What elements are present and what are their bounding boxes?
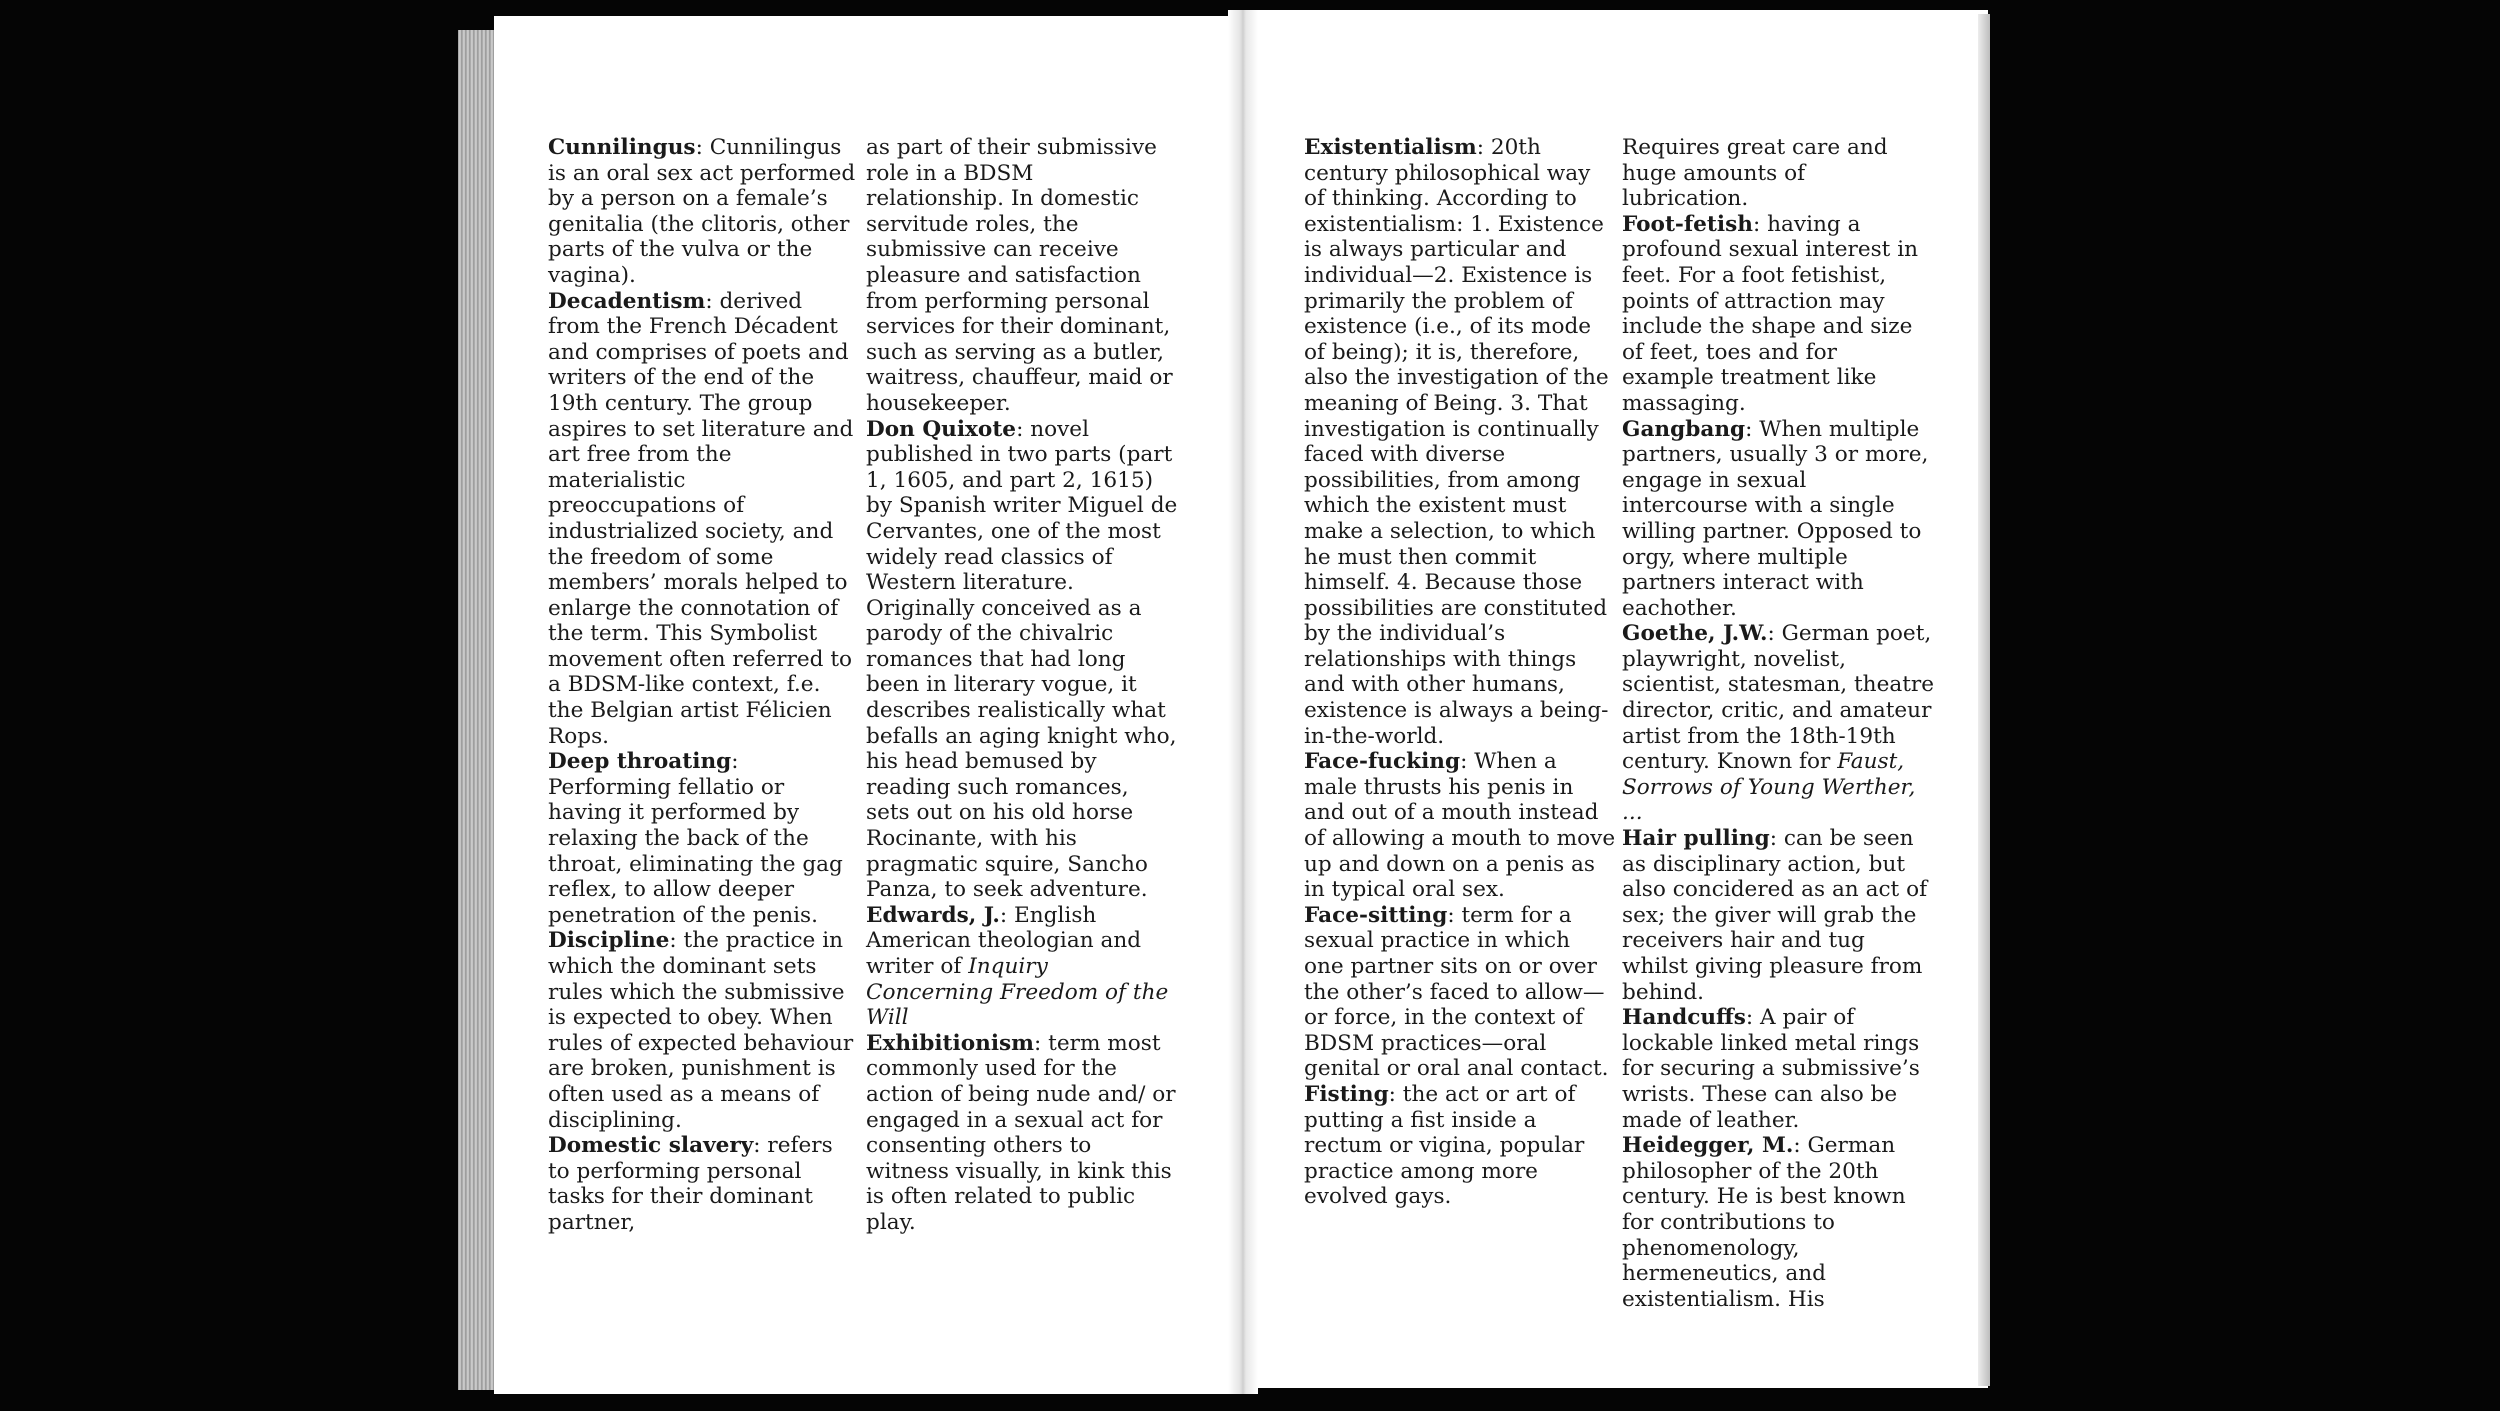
glossary-term: Heidegger, M.	[1622, 1133, 1794, 1159]
glossary-entry	[1304, 903, 1616, 1082]
glossary-definition: : can be seen as disciplinary action, but also concidered as an act of sex; the giver will grab the receivers hair and tug whilst giving pleasure from behind.	[1622, 826, 1928, 1005]
glossary-term: Gangbang	[1622, 416, 1746, 442]
glossary-entry	[1304, 135, 1616, 749]
glossary-term: Cunnilingus	[548, 135, 696, 160]
glossary-entry	[866, 417, 1178, 903]
glossary-entry	[548, 1133, 860, 1235]
glossary-entry	[1622, 621, 1934, 826]
glossary-definition: : the practice in which the dominant sets rules which the submissive is expected to obey. When rules of expected behaviour are broken, punishment is often used as a means of disciplining.	[548, 928, 854, 1133]
glossary-entry	[1304, 1082, 1616, 1210]
glossary-title-italic: Inquiry Concerning Freedom of the Will	[866, 954, 1169, 1031]
book-gutter	[1228, 10, 1258, 1394]
glossary-entry	[866, 903, 1178, 1031]
glossary-term: Discipline	[548, 928, 670, 954]
glossary-definition: : English American theologian and writer of	[866, 902, 1142, 979]
glossary-term: Decadentism	[548, 288, 706, 314]
right-page-edge	[1978, 14, 1990, 1386]
glossary-definition: : derived from the French Décadent and comprises of poets and writers of the end of the 19th century. The group aspires to set literature and art free from the materialistic preoccupations of industrialized society, and the freedom of some members’ morals helped to enlarge the connotation of the term. This Symbolist movement often referred to a BDSM-like context, f.e. the Belgian artist Félicien Rops.	[548, 288, 854, 749]
glossary-definition: : having a profound sexual interest in feet. For a foot fetishist, points of attraction may include the shape and size of feet, toes and for example treatment like massaging.	[1622, 211, 1919, 416]
glossary-entry	[548, 289, 860, 750]
glossary-definition: Requires great care and huge amounts of lubrication.	[1622, 135, 1888, 212]
glossary-definition: : German philosopher of the 20th century. He is best known for contributions to phenomenology, hermeneutics, and existentialism. His	[1622, 1133, 1906, 1312]
glossary-term: Don Quixote	[866, 416, 1017, 442]
glossary-entry	[1622, 135, 1934, 212]
glossary-entry	[866, 1031, 1178, 1236]
glossary-term: Exhibitionism	[866, 1030, 1035, 1056]
glossary-entry	[548, 135, 860, 289]
glossary-entry	[1622, 1133, 1934, 1312]
glossary-term: Fisting	[1304, 1081, 1389, 1107]
glossary-definition: : When a male thrusts his penis in and out of a mouth instead of allowing a mouth to move up and down on a penis as in typical oral sex.	[1304, 749, 1616, 903]
glossary-definition: : term most commonly used for the action of being nude and/ or engaged in a sexual act for consenting others to witness visually, in kink this is often related to public play.	[866, 1030, 1176, 1235]
glossary-entry	[1304, 749, 1616, 903]
glossary-entry	[866, 135, 1178, 417]
glossary-definition: : refers to performing personal tasks for their dominant partner,	[548, 1133, 833, 1235]
glossary-entry	[1622, 826, 1934, 1005]
glossary-term: Hair pulling	[1622, 826, 1770, 852]
glossary-term: Edwards, J.	[866, 902, 1000, 928]
glossary-entry	[548, 749, 860, 928]
glossary-column-3	[1304, 135, 1616, 1210]
glossary-definition: : Performing fellatio or having it performed by relaxing the back of the throat, eliminating the gag reflex, to allow deeper penetration of the penis.	[548, 749, 843, 928]
glossary-term: Face-fucking	[1304, 749, 1461, 775]
glossary-definition: : When multiple partners, usually 3 or more, engage in sexual intercourse with a single willing partner. Opposed to orgy, where multiple partners interact with eachother.	[1622, 416, 1929, 621]
glossary-definition: : term for a sexual practice in which one partner sits on or over the other’s faced to allow—or force, in the context of BDSM practices—oral genital or oral anal contact.	[1304, 902, 1609, 1082]
book-page-stack-edge	[458, 30, 498, 1390]
glossary-term: Domestic slavery	[548, 1133, 754, 1159]
glossary-definition: : Cunnilingus is an oral sex act performed by a person on a female’s genitalia (the clitoris, other parts of the vulva or the vagina).	[548, 135, 856, 288]
glossary-definition: : German poet, playwright, novelist, scientist, statesman, theatre director, critic, and amateur artist from the 18th-19th century. Known for	[1622, 621, 1935, 775]
glossary-term: Face-sitting	[1304, 902, 1448, 928]
glossary-definition: : 20th century philosophical way of thinking. According to existentialism: 1. Existence is always particular and individual—2. Existence is primarily the problem of existence (i.e., of its mode of being); it is, therefore, also the investigation of the meaning of Being. 3. That investigation is continually faced with diverse possibilities, from among which the existent must make a selection, to which he must then commit himself. 4. Because those possibilities are constituted by the individual’s relationships with things and with other humans, existence is always a being-in-the-world.	[1304, 135, 1609, 749]
glossary-term: Goethe, J.W.	[1622, 621, 1768, 647]
glossary-entry	[1622, 1005, 1934, 1133]
glossary-definition: as part of their submissive role in a BDSM relationship. In domestic servitude roles, the submissive can receive pleasure and satisfaction from performing personal services for their dominant, such as serving as a butler, waitress, chauffeur, maid or housekeeper.	[866, 135, 1173, 416]
glossary-term: Deep throating	[548, 749, 732, 775]
glossary-entry	[548, 928, 860, 1133]
glossary-column-1	[548, 135, 860, 1236]
glossary-entry	[1622, 212, 1934, 417]
glossary-title-italic: Faust, Sorrows of Young Werther, ...	[1622, 749, 1916, 826]
glossary-definition: : A pair of lockable linked metal rings for securing a submissive’s wrists. These can also be made of leather.	[1622, 1005, 1920, 1133]
glossary-entry	[1622, 417, 1934, 622]
glossary-term: Existentialism	[1304, 135, 1477, 160]
glossary-column-2	[866, 135, 1178, 1236]
glossary-term: Handcuffs	[1622, 1005, 1746, 1031]
glossary-term: Foot-fetish	[1622, 211, 1753, 237]
glossary-definition: : the act or art of putting a fist inside a rectum or vigina, popular practice among more evolved gays.	[1304, 1081, 1585, 1210]
glossary-definition: : novel published in two parts (part 1, 1605, and part 2, 1615) by Spanish writer Miguel de Cervantes, one of the most widely read classics of Western literature. Originally conceived as a parody of the chivalric romances that had long been in literary vogue, it describes realistically what befalls an aging knight who, his head bemused by reading such romances, sets out on his old horse Rocinante, with his pragmatic squire, Sancho Panza, to seek adventure.	[866, 416, 1178, 903]
glossary-column-4	[1622, 135, 1934, 1312]
